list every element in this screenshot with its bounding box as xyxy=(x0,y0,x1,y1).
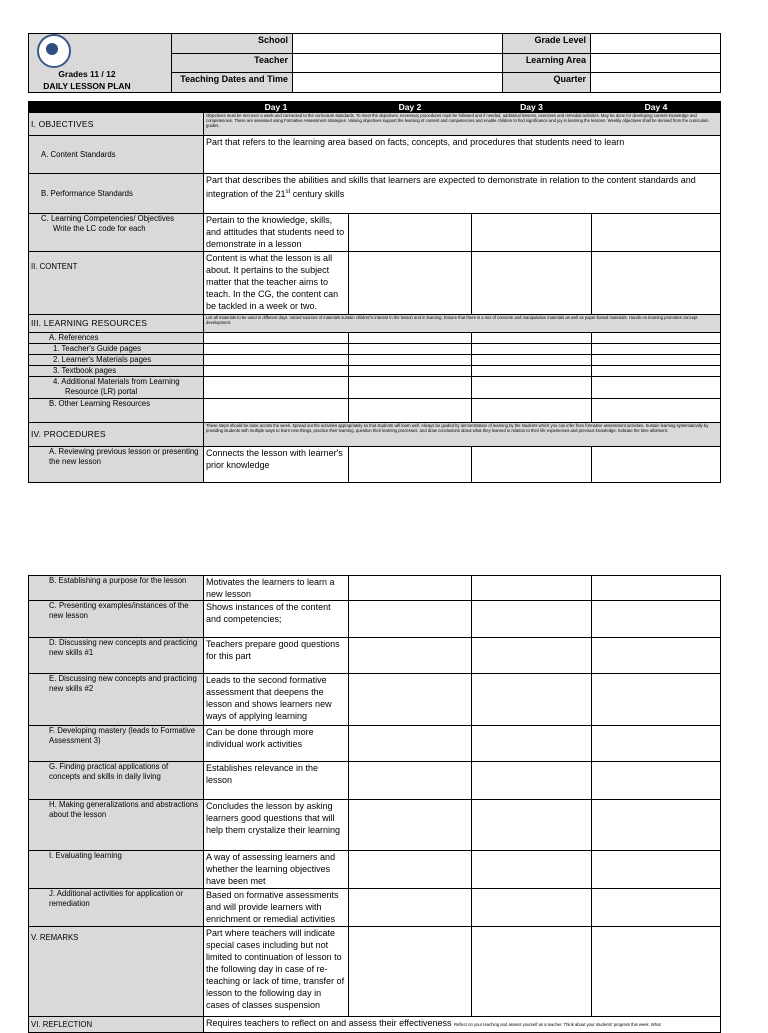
proc-i-day2[interactable] xyxy=(349,851,472,889)
proc-h-label: H. Making generalizations and abstractions about the lesson xyxy=(29,800,204,851)
proc-h-text: Concludes the lesson by asking learners good questions that will help them crystalize their learning xyxy=(204,800,349,851)
lm-day2[interactable] xyxy=(349,355,472,366)
tg-day4[interactable] xyxy=(592,344,721,355)
content-standards-text: Part that refers to the learning area based on facts, concepts, and procedures that students need to learn xyxy=(204,136,721,174)
content-standards-label: A. Content Standards xyxy=(41,149,116,159)
tb-day1[interactable] xyxy=(204,366,349,377)
competencies-day3[interactable] xyxy=(472,214,592,252)
proc-c-day3[interactable] xyxy=(472,601,592,638)
lesson-plan-table-2 xyxy=(28,575,721,1033)
proc-j-day3[interactable] xyxy=(472,889,592,927)
proc-f-day4[interactable] xyxy=(592,726,721,762)
competencies-text: Pertain to the knowledge, skills, and attitudes that students need to demonstrate in a lesson xyxy=(204,214,349,252)
lm-day1[interactable] xyxy=(204,355,349,366)
remarks-day4[interactable] xyxy=(592,927,721,1017)
proc-e-text: Leads to the second formative assessment that deepens the lesson and shows learners new ways of applying learning xyxy=(204,674,349,726)
proc-g-day3[interactable] xyxy=(472,762,592,800)
deped-seal-icon xyxy=(37,34,71,68)
lr-day3[interactable] xyxy=(472,377,592,399)
proc-f-label: F. Developing mastery (leads to Formative Assessment 3) xyxy=(29,726,204,762)
proc-h-day3[interactable] xyxy=(472,800,592,851)
lr-day4[interactable] xyxy=(592,377,721,399)
proc-i-label: I. Evaluating learning xyxy=(29,851,204,889)
proc-i-text: A way of assessing learners and whether the learning objectives have been met xyxy=(204,851,349,889)
performance-standards-text: Part that describes the abilities and skills that learners are expected to demonstrate in relation to the content standards and integration of the 21st century skills xyxy=(204,174,721,214)
grades-label: Grades 11 / 12 xyxy=(58,69,116,79)
proc-b-day2[interactable] xyxy=(349,576,472,601)
learning-area-field[interactable] xyxy=(591,53,721,73)
lr-day1[interactable] xyxy=(204,377,349,399)
learners-materials-label: 2. Learner's Materials pages xyxy=(29,355,204,366)
day-2-header: Day 2 xyxy=(349,102,472,113)
content-section-label: II. CONTENT xyxy=(29,252,204,315)
references-day3[interactable] xyxy=(472,333,592,344)
remarks-day3[interactable] xyxy=(472,927,592,1017)
performance-standards-label: B. Performance Standards xyxy=(41,188,133,198)
proc-b-day3[interactable] xyxy=(472,576,592,601)
reflection-note: Reflect on your teaching and assess yourself as a teacher. Think about your students' progress this week. What xyxy=(453,1022,661,1027)
proc-h-day4[interactable] xyxy=(592,800,721,851)
proc-g-label: G. Finding practical applications of concepts and skills in daily living xyxy=(29,762,204,800)
proc-g-day4[interactable] xyxy=(592,762,721,800)
lr-portal-label: 4. Additional Materials from Learning xyxy=(53,377,180,386)
tb-day4[interactable] xyxy=(592,366,721,377)
reflection-section-label: VI. REFLECTION xyxy=(29,1017,204,1033)
tb-day2[interactable] xyxy=(349,366,472,377)
school-field[interactable] xyxy=(293,34,503,54)
resources-section-label: III. LEARNING RESOURCES xyxy=(29,315,204,333)
remarks-section-label: V. REMARKS xyxy=(29,927,204,1017)
references-day1[interactable] xyxy=(204,333,349,344)
proc-a-day3[interactable] xyxy=(472,447,592,483)
tg-day3[interactable] xyxy=(472,344,592,355)
proc-f-day2[interactable] xyxy=(349,726,472,762)
dates-field[interactable] xyxy=(293,73,503,93)
learning-area-label: Learning Area xyxy=(503,53,591,73)
competencies-label: C. Learning Competencies/ Objectives xyxy=(41,214,175,223)
proc-d-day4[interactable] xyxy=(592,638,721,674)
lm-day4[interactable] xyxy=(592,355,721,366)
proc-d-label: D. Discussing new concepts and practicing new skills #1 xyxy=(29,638,204,674)
day-3-header: Day 3 xyxy=(472,102,592,113)
days-corner xyxy=(29,102,204,113)
proc-a-label: A. Reviewing previous lesson or presenting the new lesson xyxy=(29,447,204,483)
lesson-plan-header xyxy=(28,33,721,93)
proc-j-text: Based on formative assessments and will provide learners with enrichment or remedial activities xyxy=(204,889,349,927)
proc-j-day4[interactable] xyxy=(592,889,721,927)
other-resources-label: B. Other Learning Resources xyxy=(29,399,204,423)
day-1-header: Day 1 xyxy=(204,102,349,113)
proc-a-day4[interactable] xyxy=(592,447,721,483)
proc-j-day2[interactable] xyxy=(349,889,472,927)
proc-d-text: Teachers prepare good questions for this part xyxy=(204,638,349,674)
references-day2[interactable] xyxy=(349,333,472,344)
proc-h-day2[interactable] xyxy=(349,800,472,851)
lm-day3[interactable] xyxy=(472,355,592,366)
remarks-day2[interactable] xyxy=(349,927,472,1017)
tg-day2[interactable] xyxy=(349,344,472,355)
proc-i-day3[interactable] xyxy=(472,851,592,889)
proc-a-day2[interactable] xyxy=(349,447,472,483)
content-day4[interactable] xyxy=(592,252,721,315)
references-day4[interactable] xyxy=(592,333,721,344)
day-4-header: Day 4 xyxy=(592,102,721,113)
dates-label: Teaching Dates and Time xyxy=(172,73,293,93)
quarter-label: Quarter xyxy=(503,73,591,93)
content-text: Content is what the lesson is all about. It pertains to the subject matter that the teacher aims to teach. In the CG, the content can be tackled in a week or two. xyxy=(204,252,349,315)
textbook-label: 3. Textbook pages xyxy=(29,366,204,377)
proc-f-text: Can be done through more individual work activities xyxy=(204,726,349,762)
proc-c-text: Shows instances of the content and competencies; xyxy=(204,601,349,638)
content-day3[interactable] xyxy=(472,252,592,315)
quarter-field[interactable] xyxy=(591,73,721,93)
competencies-day2[interactable] xyxy=(349,214,472,252)
proc-d-day2[interactable] xyxy=(349,638,472,674)
proc-e-day4[interactable] xyxy=(592,674,721,726)
teacher-label: Teacher xyxy=(172,53,293,73)
reflection-text: Requires teachers to reflect on and assess their effectiveness xyxy=(206,1018,452,1028)
plan-title: DAILY LESSON PLAN xyxy=(43,81,131,91)
other-day1[interactable] xyxy=(204,399,349,423)
procedures-section-label: IV. PROCEDURES xyxy=(29,423,204,447)
proc-g-day2[interactable] xyxy=(349,762,472,800)
tg-day1[interactable] xyxy=(204,344,349,355)
objectives-section-label: I. OBJECTIVES xyxy=(29,113,204,136)
remarks-text: Part where teachers will indicate special cases including but not limited to continuation of lesson to the following day in case of re-teaching or lack of time, transfer of lesson to the following day in cases of classes suspension xyxy=(204,927,349,1017)
proc-f-day3[interactable] xyxy=(472,726,592,762)
proc-c-label: C. Presenting examples/instances of the new lesson xyxy=(29,601,204,638)
teacher-field[interactable] xyxy=(293,53,503,73)
competencies-code-note: Write the LC code for each xyxy=(53,224,146,233)
header-logo-cell xyxy=(29,34,172,93)
resources-note: List all materials to be used in different days. Varied sources of materials sustain children's interest in the lesson and in learning. Ensure that there is a mix of concrete and manipulative materials as well as paper-based materials. Hands-on learning promotes concept development. xyxy=(204,315,721,333)
lesson-plan-table-1: Day 1 Day 2 Day 3 Day 4 I. OBJECTIVES Objectives must be met over a week and connected to the curriculum standards. To meet the objectives, necessary procedures must be followed and if needed, additional lessons, exercises and remedial activities. May be done for developing content knowledge and competencies. These are assessed using Formative Assessment strategies. Valuing objectives support the learning of content and competencies and enable children to find significance and joy in learning the lessons. Weekly objectives shall be derived from the curriculum guides. A. Content Standards Part that refers to the learning area based on facts, concepts, and procedures that students need to learn B. Performance Standards Part that describes the abilities and skills that learners are expected to demonstrate in relation to the content standards and integration of the 21st century skills C. Learning Competencies/ Objectives Write the LC code for each Pertain to the knowledge, skills, and attitudes that students need to demonstrate in a lesson II. CONTENT Content is what the lesson is all about. It pertains to the subject matter that the teacher aims to teach. In the CG, the content can be tackled in a week or two. III. LEARNING RESOURCES List all materials to be used in different days. Varied sources of materials sustain children's interest in the lesson and in learning. Ensure that there is a mix of concrete and manipulative materials as well as paper-based materials. Hands-on learning promotes concept development. A. References 1. Teacher's Guide pages 2. Learner's Materials pages 3. Textbook pages 4. Additional Materials from Learning Resource (LR) portal B. Other Learning Resources IV. PROCEDURES These steps should be done across the week. Spread out the activities appropriately so that students will learn well. Always be guided by demonstration of learning by the students which you can infer from formative assessment activities. Sustain learning systematically by providing students with multiple ways to learn new things, practice their learning, question their learning processes, and draw conclusions about what they learned in relation to their life experiences and previous knowledge. Indicate the time allotment. A. Reviewing previous lesson or presenting the new lesson Connects the lesson with learner's prior knowledge xyxy=(28,101,721,483)
grade-level-field[interactable] xyxy=(591,34,721,54)
other-day3[interactable] xyxy=(472,399,592,423)
proc-b-text: Motivates the learners to learn a new lesson xyxy=(204,576,349,601)
proc-i-day4[interactable] xyxy=(592,851,721,889)
proc-g-text: Establishes relevance in the lesson xyxy=(204,762,349,800)
proc-a-text: Connects the lesson with learner's prior knowledge xyxy=(204,447,349,483)
proc-b-day4[interactable] xyxy=(592,576,721,601)
references-label: A. References xyxy=(29,333,204,344)
teachers-guide-label: 1. Teacher's Guide pages xyxy=(29,344,204,355)
proc-b-label: B. Establishing a purpose for the lesson xyxy=(29,576,204,601)
lr-day2[interactable] xyxy=(349,377,472,399)
proc-c-day4[interactable] xyxy=(592,601,721,638)
proc-e-label: E. Discussing new concepts and practicing new skills #2 xyxy=(29,674,204,726)
proc-c-day2[interactable] xyxy=(349,601,472,638)
proc-j-label: J. Additional activities for application or remediation xyxy=(29,889,204,927)
competencies-day4[interactable] xyxy=(592,214,721,252)
proc-e-day2[interactable] xyxy=(349,674,472,726)
procedures-note: These steps should be done across the week. Spread out the activities appropriately so that students will learn well. Always be guided by demonstration of learning by the students which you can infer from formative assessment activities. Sustain learning systematically by providing students with multiple ways to learn new things, practice their learning, question their learning processes, and draw conclusions about what they learned in relation to their life experiences and previous knowledge. Indicate the time allotment. xyxy=(204,423,721,447)
objectives-note: Objectives must be met over a week and connected to the curriculum standards. To meet the objectives, necessary procedures must be followed and if needed, additional lessons, exercises and remedial activities. May be done for developing content knowledge and competencies. These are assessed using Formative Assessment strategies. Valuing objectives support the learning of content and competencies and enable children to find significance and joy in learning the lessons. Weekly objectives shall be derived from the curriculum guides. xyxy=(204,113,721,136)
content-day2[interactable] xyxy=(349,252,472,315)
school-label: School xyxy=(172,34,293,54)
other-day2[interactable] xyxy=(349,399,472,423)
proc-e-day3[interactable] xyxy=(472,674,592,726)
other-day4[interactable] xyxy=(592,399,721,423)
proc-d-day3[interactable] xyxy=(472,638,592,674)
grade-level-label: Grade Level xyxy=(503,34,591,54)
tb-day3[interactable] xyxy=(472,366,592,377)
